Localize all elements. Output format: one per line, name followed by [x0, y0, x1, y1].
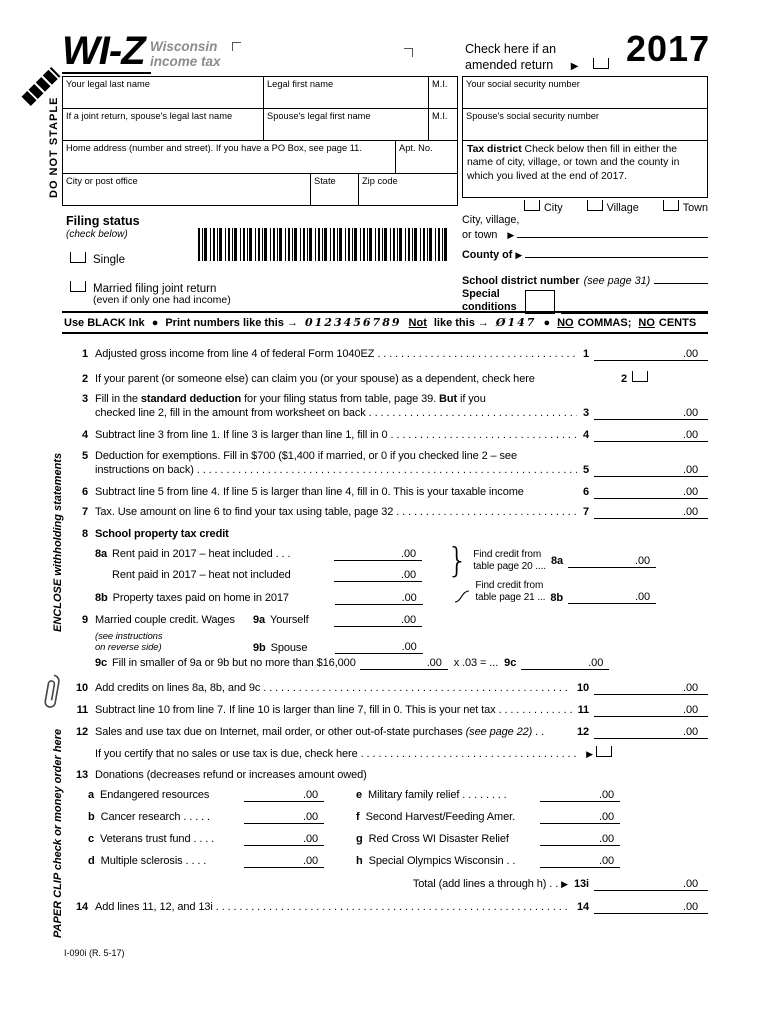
form-id: I-090i (R. 5-17)	[64, 948, 125, 958]
dot-leader	[499, 704, 572, 716]
state-label: State	[314, 176, 336, 186]
city-option	[524, 200, 563, 214]
zip-field[interactable]	[358, 173, 458, 206]
line-12-amount[interactable]	[594, 726, 708, 739]
cents-suffix: .00	[401, 640, 417, 653]
cents-suffix: .00	[683, 704, 698, 716]
town-option	[663, 200, 708, 214]
city-field[interactable]	[62, 173, 311, 206]
line-number: 2	[81, 373, 88, 385]
cents-suffix: .00	[426, 657, 442, 669]
line-number-right: 9c	[504, 657, 517, 669]
do-not-staple-label: DO NOT STAPLE	[48, 96, 60, 198]
form-type: income tax	[150, 53, 221, 69]
line-14-amount[interactable]	[594, 901, 708, 914]
cents-suffix: .00	[683, 506, 698, 518]
enclose-statements-label: ENCLOSE withholding statements	[52, 452, 64, 632]
line-8-header	[62, 528, 708, 540]
county-label: County of	[462, 249, 513, 261]
donation-row-2	[88, 811, 620, 824]
line-number-right: 12	[576, 726, 589, 738]
married-checkbox[interactable]	[70, 281, 86, 292]
text-part: Fill in the	[95, 393, 141, 405]
credit-note-line2: table page 20 ....	[473, 561, 546, 572]
see-instructions-note	[95, 632, 253, 654]
donation-letter: g	[356, 833, 363, 845]
line-8b-amount[interactable]	[568, 591, 656, 604]
donation-e-amount[interactable]	[540, 789, 620, 802]
line-1-amount[interactable]	[594, 348, 708, 361]
state-name: Wisconsin	[150, 39, 218, 54]
text-part: for your filing status from table, page 39.	[241, 393, 440, 405]
text-part: Sales and use tax due on Internet, mail order, or other out-of-state purchases	[95, 726, 466, 738]
spouse-middle-initial-field[interactable]	[428, 108, 458, 141]
donation-a	[88, 789, 324, 802]
line-3-amount[interactable]	[594, 407, 708, 420]
married-couple-credit-label: Married couple credit. Wages	[95, 614, 235, 626]
line-text: School property tax credit	[95, 528, 229, 540]
donation-f-amount[interactable]	[540, 811, 620, 824]
line-number-right: 7	[582, 506, 589, 518]
line-1	[62, 348, 708, 361]
cents-suffix: .00	[401, 614, 417, 626]
cents-suffix: .00	[683, 464, 698, 476]
cents-suffix: .00	[683, 348, 698, 360]
donation-g-amount[interactable]	[540, 833, 620, 846]
dot-leader	[197, 464, 577, 476]
rent-heat-not-included-amount[interactable]	[334, 569, 422, 582]
line-5-amount[interactable]	[594, 464, 708, 477]
school-district-label: School district number	[462, 275, 580, 287]
cents-suffix: .00	[401, 569, 417, 581]
rent-heat-included-amount[interactable]	[334, 548, 422, 561]
first-name-label: Legal first name	[267, 79, 334, 89]
dot-leader	[361, 748, 581, 760]
village-checkbox[interactable]	[587, 200, 603, 211]
donation-h	[356, 855, 620, 868]
line-number: 5	[81, 450, 88, 462]
spouse-label: Spouse	[270, 641, 308, 654]
cents-suffix: .00	[303, 833, 318, 845]
right-arrow-icon: ▶	[561, 879, 568, 889]
note-line1: (see instructions	[95, 631, 163, 642]
single-option	[70, 252, 125, 266]
donation-letter: c	[88, 833, 95, 845]
amended-label-line2	[465, 58, 609, 74]
donation-letter: f	[356, 811, 360, 823]
middle-initial-label: M.I.	[432, 79, 448, 89]
county-input[interactable]	[525, 246, 708, 258]
line-text: Subtract line 10 from line 7. If line 10 is larger than line 7, fill in 0. This is your net tax	[95, 704, 496, 716]
line-9-row2	[62, 632, 708, 654]
cents-suffix: .00	[588, 657, 604, 669]
line-number: 1	[81, 348, 88, 360]
donation-label: Cancer research . . . . .	[100, 811, 210, 823]
credit-note-line1: Find credit from	[475, 580, 544, 591]
dot-leader	[216, 901, 571, 913]
city-village-town-line2	[462, 226, 708, 241]
line-number: 4	[81, 429, 88, 441]
dependent-checkbox[interactable]	[632, 371, 648, 382]
form-logo: WI-Z	[62, 30, 151, 74]
line-6-amount[interactable]	[594, 486, 708, 499]
cents-suffix: .00	[683, 429, 698, 441]
line-number: 13	[75, 769, 88, 781]
line-3-text1	[62, 393, 708, 405]
donation-g	[356, 833, 620, 846]
corner-mark	[404, 48, 413, 57]
cents-suffix: .00	[401, 592, 417, 604]
line-text: instructions on back)	[95, 464, 194, 476]
text-part: . .	[532, 726, 545, 738]
donation-f	[356, 811, 620, 824]
cvt-label-line1: City, village,	[462, 214, 520, 226]
line-12-row2	[62, 746, 708, 760]
donation-label: Military family relief . . . . . . . .	[368, 789, 507, 801]
cents-suffix: .00	[683, 682, 698, 694]
donation-d	[88, 855, 324, 868]
ink-instruction-bar	[62, 311, 708, 334]
line-number-right: 14	[576, 901, 589, 913]
use-black-ink-label: Use BLACK Ink	[64, 316, 145, 329]
line-text: Deduction for exemptions. Fill in $700 ($1,400 if married, or 0 if you checked line 2 – see	[95, 450, 517, 462]
line-14	[62, 901, 708, 914]
line-text: Add lines 11, 12, and 13i	[95, 901, 213, 913]
donation-letter: b	[88, 811, 95, 823]
multiply-rate-label: x .03 = ...	[453, 657, 499, 669]
dot-leader	[391, 429, 577, 441]
line-12-row1	[62, 726, 708, 739]
married-label: Married filing joint return	[93, 283, 217, 295]
yourself-wages-amount[interactable]	[334, 614, 422, 627]
line-number-right: 4	[582, 429, 589, 441]
line-text: If your parent (or someone else) can claim you (or your spouse) as a dependent, check here	[95, 373, 535, 385]
text-part-bold: standard deduction	[140, 393, 242, 405]
cents-suffix: .00	[599, 833, 614, 845]
line-8a-credit	[446, 541, 656, 581]
bullet-icon: ●	[543, 316, 551, 329]
line-number-right: 1	[582, 348, 589, 360]
amended-label-text: amended return	[465, 57, 554, 72]
amended-label-line1: Check here if an	[465, 42, 557, 56]
dot-leader	[263, 682, 571, 694]
donation-label: Second Harvest/Feeding Amer.	[365, 811, 516, 823]
line-text: Subtract line 5 from line 4. If line 5 is larger than line 4, fill in 0. This is your taxable income	[95, 486, 524, 498]
tax-district-title: Tax district	[467, 144, 522, 155]
cents-suffix: .00	[303, 811, 318, 823]
cents-suffix: .00	[303, 789, 318, 801]
right-arrow-icon: ▶	[586, 749, 593, 759]
tax-district-text: Check below then fill in either the name of city, village, or town and the county in which you lived at the end of 2017.	[467, 144, 680, 182]
not-word: Not	[408, 316, 427, 329]
spouse-first-name-label: Spouse's legal first name	[267, 111, 371, 121]
line-8a-amount[interactable]	[568, 555, 656, 568]
cents-label: CENTS	[658, 316, 697, 329]
filing-status-title: Filing status	[66, 214, 140, 228]
donation-b-amount[interactable]	[244, 811, 324, 824]
home-address-label: Home address (number and street). If you have a PO Box, see page 11.	[66, 143, 362, 153]
married-note-label: (even if only one had income)	[93, 294, 231, 306]
rent-heat-included-label: Rent paid in 2017 – heat included . . .	[112, 548, 291, 560]
special-label-line2: conditions	[462, 300, 517, 313]
line-11-amount[interactable]	[594, 704, 708, 717]
line-4-amount[interactable]	[594, 429, 708, 442]
line-text	[95, 726, 544, 738]
bad-digits-sample: Ø147	[495, 316, 537, 329]
property-taxes-amount[interactable]	[335, 592, 423, 605]
no-commas-word: NO	[557, 316, 574, 329]
line-number: 7	[81, 506, 88, 518]
home-address-field[interactable]	[62, 140, 396, 174]
cents-suffix: .00	[683, 407, 698, 419]
bullet-icon: ●	[151, 316, 159, 329]
town-option-label: Town	[682, 202, 708, 214]
line-number-right: 6	[582, 486, 589, 498]
form-lines	[62, 340, 708, 930]
paper-clip-label: PAPER CLIP check or money order here	[52, 728, 64, 938]
sub-line-number: 9c	[95, 657, 108, 669]
single-checkbox[interactable]	[70, 252, 86, 263]
cents-suffix: .00	[599, 855, 614, 867]
right-arrow-icon: ▶	[570, 60, 579, 72]
sub-line-number: 8b	[95, 592, 108, 604]
brace-icon: }	[446, 541, 469, 581]
tax-year: 2017	[626, 28, 711, 69]
line-2	[62, 371, 708, 385]
cents-suffix: .00	[635, 591, 650, 603]
line-number: 9	[81, 614, 88, 626]
cents-suffix: .00	[683, 878, 698, 890]
credit-note	[475, 580, 545, 604]
city-village-town-line1	[462, 214, 708, 226]
city-option-label: City	[544, 202, 563, 214]
line-number: 6	[81, 486, 88, 498]
school-district-note: (see page 31)	[583, 275, 651, 287]
last-name-field[interactable]	[62, 76, 264, 109]
cents-suffix: .00	[683, 726, 698, 738]
village-option	[587, 200, 639, 214]
dot-leader	[369, 407, 577, 419]
line-number-right: 3	[582, 407, 589, 419]
line-text: Donations (decreases refund or increases amount owed)	[95, 769, 367, 781]
line-9c-row	[62, 657, 708, 670]
rent-heat-not-included-label: Rent paid in 2017 – heat not included	[112, 569, 291, 581]
line-10-amount[interactable]	[594, 682, 708, 695]
line-8b-credit	[453, 580, 656, 604]
donation-a-amount[interactable]	[244, 789, 324, 802]
donation-label: Multiple sclerosis . . . .	[100, 855, 207, 867]
yourself-label: Yourself	[270, 614, 309, 626]
spouse-ssn-label: Spouse's social security number	[466, 111, 600, 121]
tax-district-options	[524, 200, 708, 214]
line-number: 8	[81, 528, 88, 540]
donation-label: Special Olympics Wisconsin . .	[368, 855, 516, 867]
sub-line-number: 9a	[253, 614, 266, 626]
donation-letter: a	[88, 789, 95, 801]
ssn-label: Your social security number	[466, 79, 580, 89]
line-number: 10	[75, 682, 88, 694]
donation-c	[88, 833, 324, 846]
line-4	[62, 429, 708, 442]
spouse-first-name-field[interactable]	[263, 108, 429, 141]
print-numbers-label: Print numbers like this →	[165, 316, 298, 329]
city-village-town-input[interactable]	[517, 226, 708, 238]
text-part-bold: But	[439, 393, 458, 405]
school-district-input[interactable]	[654, 272, 708, 284]
dot-leader	[377, 348, 577, 360]
cvt-label-line2: or town	[462, 229, 498, 241]
tax-district-instructions	[462, 140, 708, 198]
line-number-right: 8b	[550, 592, 563, 604]
village-option-label: Village	[606, 202, 639, 214]
cents-suffix: .00	[635, 554, 650, 567]
credit-note-line2: table page 21 ...	[475, 592, 546, 603]
line-text: Tax. Use amount on line 6 to find your tax using table, page 32	[95, 506, 394, 518]
line-6	[62, 486, 708, 499]
note-line2: on reverse side)	[95, 641, 162, 653]
donation-b	[88, 811, 324, 824]
apt-number-field[interactable]	[395, 140, 458, 174]
spouse-wages-amount[interactable]	[335, 641, 423, 654]
line-13i-amount[interactable]	[594, 878, 708, 891]
donation-h-amount[interactable]	[540, 855, 620, 868]
donation-d-amount[interactable]	[244, 855, 324, 868]
line-9c-amount[interactable]	[521, 657, 609, 670]
filing-status-subtitle: (check below)	[66, 229, 128, 240]
spouse-last-name-field[interactable]	[62, 108, 264, 141]
cents-suffix: .00	[599, 811, 614, 823]
amended-return-section	[465, 42, 609, 73]
first-name-field[interactable]	[263, 76, 429, 109]
cents-suffix: .00	[683, 486, 698, 498]
line-13i-row	[62, 878, 708, 891]
special-label-line1: Special	[462, 288, 500, 300]
cents-suffix: .00	[401, 548, 417, 560]
credit-note	[473, 549, 546, 573]
cents-suffix: .00	[303, 855, 318, 867]
donation-e	[356, 789, 620, 802]
line-number-right: 13i	[574, 878, 589, 890]
good-digits-sample: 0123456789	[304, 316, 402, 329]
donation-row-3	[88, 833, 620, 846]
spouse-last-name-label: If a joint return, spouse's legal last name	[66, 111, 233, 121]
line-number-right: 11	[577, 704, 589, 716]
amended-return-checkbox[interactable]	[593, 58, 609, 69]
apt-number-label: Apt. No.	[399, 143, 433, 153]
right-arrow-icon: ▶	[507, 230, 515, 240]
line-text: Add credits on lines 8a, 8b, and 9c	[95, 682, 261, 694]
donation-row-1	[88, 789, 620, 802]
zip-label: Zip code	[362, 176, 398, 186]
line-number-right: 8a	[550, 555, 563, 567]
donation-label: Red Cross WI Disaster Relief	[368, 833, 509, 845]
line-number: 12	[75, 726, 88, 738]
line-number-right: 10	[576, 682, 589, 694]
corner-mark	[232, 42, 241, 51]
married-option	[70, 281, 216, 295]
town-checkbox[interactable]	[663, 200, 679, 211]
last-name-label: Your legal last name	[66, 79, 150, 89]
line-9-row1	[62, 614, 708, 627]
line-5-text2	[62, 464, 708, 477]
line-7-amount[interactable]	[594, 506, 708, 519]
donation-c-amount[interactable]	[244, 833, 324, 846]
line-number-right: 5	[582, 464, 589, 476]
donation-total-label: Total (add lines a through h) . .	[412, 878, 559, 890]
school-district-row	[462, 272, 708, 287]
right-arrow-icon: ▶	[515, 250, 523, 260]
credit-note-line1: Find credit from	[473, 549, 542, 560]
no-cents-word: NO	[638, 316, 655, 329]
line-11	[62, 704, 708, 717]
text-part: if you	[457, 393, 486, 405]
curve-arrow-icon	[453, 588, 471, 604]
paperclip-icon	[39, 671, 64, 714]
middle-initial-field[interactable]	[428, 76, 458, 109]
line-10	[62, 682, 708, 695]
barcode	[198, 228, 450, 261]
line-text	[95, 393, 486, 405]
line-number-right: 2	[620, 373, 627, 385]
cents-suffix: .00	[683, 901, 698, 913]
cents-suffix: .00	[599, 789, 614, 801]
spouse-middle-initial-label: M.I.	[432, 111, 448, 121]
county-row	[462, 246, 708, 261]
line-text: Subtract line 3 from line 1. If line 3 is larger than line 1, fill in 0	[95, 429, 388, 441]
line-number: 11	[76, 704, 88, 716]
text-part-italic: (see page 22)	[465, 726, 533, 738]
line-text: Fill in smaller of 9a or 9b but no more than $16,000	[112, 657, 356, 669]
not-like-this-label: like this →	[433, 316, 489, 329]
single-label: Single	[93, 254, 125, 266]
donation-row-4	[88, 855, 620, 868]
line-13-header	[62, 769, 708, 781]
city-label: City or post office	[66, 176, 138, 186]
line-number: 14	[75, 901, 88, 913]
line-3-text2	[62, 407, 708, 420]
line-5-text1	[62, 450, 708, 462]
ssn-field[interactable]	[462, 76, 708, 109]
smaller-wage-amount[interactable]	[360, 657, 448, 670]
line-text: If you certify that no sales or use tax is due, check here	[95, 748, 358, 760]
line-7	[62, 506, 708, 519]
commas-label: COMMAS;	[577, 316, 632, 329]
line-text: checked line 2, fill in the amount from worksheet on back	[95, 407, 366, 419]
state-field[interactable]	[310, 173, 359, 206]
sub-line-number: 9b	[253, 641, 266, 654]
city-checkbox[interactable]	[524, 200, 540, 211]
donation-letter: e	[356, 789, 363, 801]
line-number: 3	[81, 393, 88, 405]
sub-line-number: 8a	[95, 548, 108, 560]
donation-label: Veterans trust fund . . . .	[100, 833, 215, 845]
property-taxes-label: Property taxes paid on home in 2017	[112, 592, 289, 604]
no-sales-tax-checkbox[interactable]	[596, 746, 612, 757]
dot-leader	[396, 506, 577, 518]
donation-letter: h	[356, 855, 363, 867]
form-subtitle	[150, 40, 221, 70]
donation-letter: d	[88, 855, 95, 867]
line-text: Adjusted gross income from line 4 of federal Form 1040EZ	[95, 348, 375, 360]
spouse-ssn-field[interactable]	[462, 108, 708, 141]
married-note	[93, 294, 231, 306]
donation-label: Endangered resources	[100, 789, 210, 801]
